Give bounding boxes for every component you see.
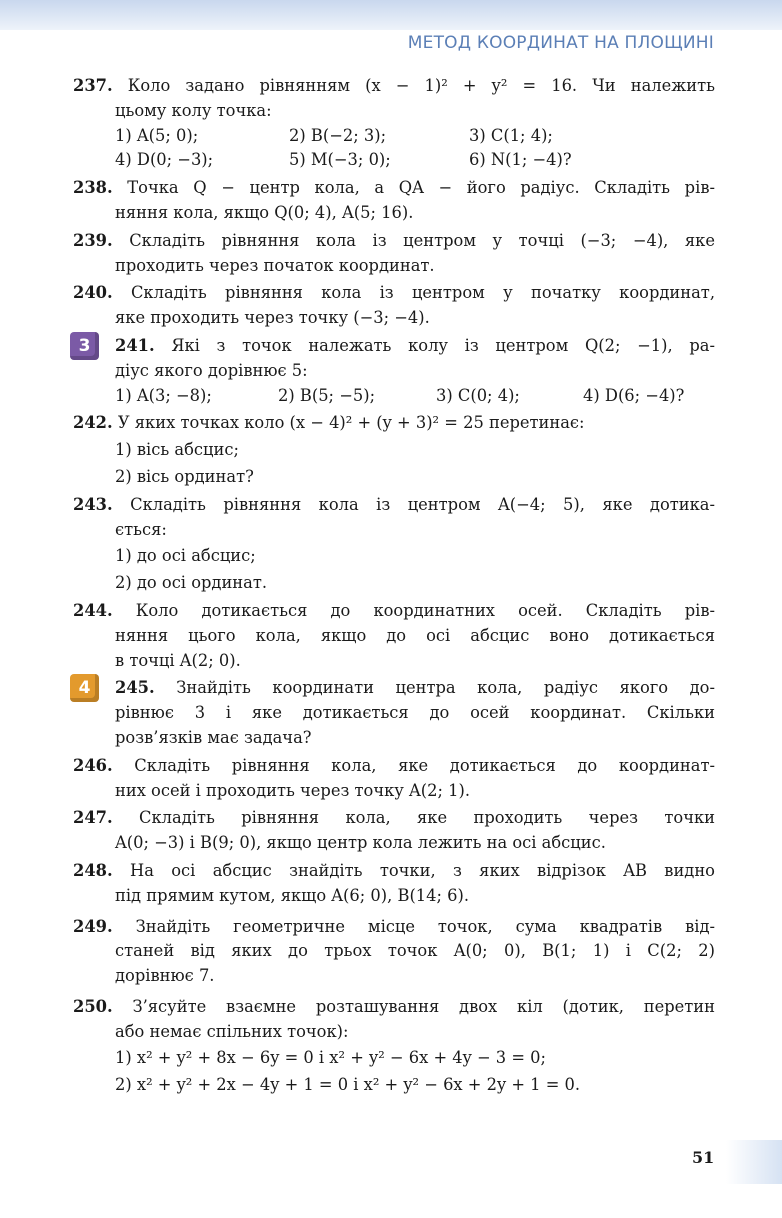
problem-number: 238.	[73, 178, 113, 198]
option: 3) C(0; 4);	[436, 385, 520, 405]
option: 1) до осі абсцис;	[115, 546, 256, 566]
difficulty-level-3-icon: 3	[70, 332, 99, 360]
problem-241	[73, 334, 715, 408]
problem-240	[73, 281, 715, 331]
problem-text: Складіть рівняння кола із центром у початку координат,	[130, 283, 715, 303]
problem-244	[73, 599, 715, 673]
option: 4) D(0; −3);	[115, 150, 214, 170]
problem-245	[73, 676, 715, 750]
problem-text: під прямим кутом, якщо A(6; 0), B(14; 6).	[115, 885, 470, 905]
problem-248	[73, 859, 715, 909]
answer-options	[73, 384, 715, 409]
problem-text: в точці A(2; 0).	[115, 650, 241, 670]
problem-list	[73, 74, 715, 1101]
running-head: МЕТОД КООРДИНАТ НА ПЛОЩИНІ	[407, 33, 714, 53]
answer-options	[73, 124, 715, 149]
problem-text: цьому колу точка:	[115, 100, 272, 120]
problem-text: A(0; −3) і B(9; 0), якщо центр кола лежить на осі абсцис.	[115, 833, 606, 853]
problem-number: 243.	[73, 494, 113, 514]
problem-239	[73, 229, 715, 279]
answer-options	[73, 148, 715, 173]
problem-number: 239.	[73, 230, 113, 250]
problem-text: З’ясуйте взаємне розташування двох кіл (дотик, перетин	[132, 996, 715, 1016]
problem-246	[73, 754, 715, 804]
problem-249	[73, 915, 715, 989]
option: 2) до осі ординат.	[115, 573, 268, 593]
problem-237	[73, 74, 715, 173]
problem-text: Складіть рівняння кола із центром A(−4; 5), яке дотика-	[130, 494, 715, 514]
problem-text: Складіть рівняння кола, яке проходить через точки	[139, 808, 715, 828]
option: 1) A(3; −8);	[115, 385, 212, 405]
option: 2) B(−2; 3);	[289, 125, 387, 145]
header-bar	[0, 0, 782, 30]
problem-text: Складіть рівняння кола із центром у точці (−3; −4), яке	[129, 230, 715, 250]
option: 1) A(5; 0);	[115, 125, 199, 145]
option: 4) D(6; −4)?	[583, 385, 685, 405]
option: 3) C(1; 4);	[469, 125, 553, 145]
problem-text: станей від яких до трьох точок A(0; 0), B(1; 1) і C(2; 2)	[115, 941, 715, 961]
problem-number: 247.	[73, 808, 113, 828]
option: 2) вісь ординат?	[115, 466, 254, 486]
footer-bar	[726, 1140, 782, 1184]
problem-text: Які з точок належать колу із центром Q(2; −1), ра-	[171, 335, 715, 355]
option: 2) B(5; −5);	[278, 385, 376, 405]
problem-text: Складіть рівняння кола, яке дотикається до координат-	[134, 755, 715, 775]
problem-number: 248.	[73, 860, 113, 880]
page-number: 51	[692, 1148, 715, 1167]
problem-number: 240.	[73, 283, 113, 303]
problem-247	[73, 806, 715, 856]
problem-text: Знайдіть геометричне місце точок, сума квадратів від-	[135, 916, 715, 936]
problem-text: Точка Q − центр кола, а QA − його радіус. Складіть рів-	[127, 178, 715, 198]
option: 2) x² + y² + 2x − 4y + 1 = 0 і x² + y² − 6x + 2y + 1 = 0.	[115, 1075, 581, 1095]
option: 6) N(1; −4)?	[469, 150, 572, 170]
problem-text: них осей і проходить через точку A(2; 1).	[115, 780, 471, 800]
problem-text: діус якого дорівнює 5:	[115, 360, 308, 380]
problem-text: На осі абсцис знайдіть точки, з яких відрізок AB видно	[130, 860, 715, 880]
problem-text: яке проходить через точку (−3; −4).	[115, 308, 430, 328]
problem-text: ється:	[115, 519, 167, 539]
option: 1) вісь абсцис;	[115, 440, 239, 460]
problem-250	[73, 995, 715, 1098]
problem-number: 250.	[73, 996, 113, 1016]
problem-number: 246.	[73, 755, 113, 775]
problem-number: 241.	[115, 335, 155, 355]
problem-number: 249.	[73, 916, 113, 936]
problem-number: 242.	[73, 413, 113, 433]
problem-text: дорівнює 7.	[115, 966, 215, 986]
problem-text: рівнює 3 і яке дотикається до осей координат. Скільки	[115, 703, 715, 723]
problem-243	[73, 493, 715, 596]
option: 5) M(−3; 0);	[289, 150, 391, 170]
problem-text: або немає спільних точок):	[115, 1021, 349, 1041]
problem-242	[73, 411, 715, 489]
problem-text: У яких точках коло (x − 4)² + (y + 3)² = 25 перетинає:	[117, 413, 585, 433]
problem-text: няння цього кола, якщо до осі абсцис воно дотикається	[115, 625, 715, 645]
problem-number: 245.	[115, 678, 155, 698]
problem-text: Коло задано рівнянням (x − 1)² + y² = 16. Чи належить	[127, 76, 715, 95]
option: 1) x² + y² + 8x − 6y = 0 і x² + y² − 6x + 4y − 3 = 0;	[115, 1048, 546, 1068]
problem-text: Знайдіть координати центра кола, радіус якого до-	[176, 678, 715, 698]
problem-text: проходить через початок координат.	[115, 255, 435, 275]
difficulty-level-4-icon: 4	[70, 674, 99, 702]
problem-number: 244.	[73, 600, 113, 620]
problem-text: Коло дотикається до координатних осей. Складіть рів-	[135, 600, 715, 620]
problem-number: 237.	[73, 76, 113, 95]
problem-238	[73, 176, 715, 226]
problem-text: няння кола, якщо Q(0; 4), A(5; 16).	[115, 202, 414, 222]
problem-text: розв’язків має задача?	[115, 727, 312, 747]
